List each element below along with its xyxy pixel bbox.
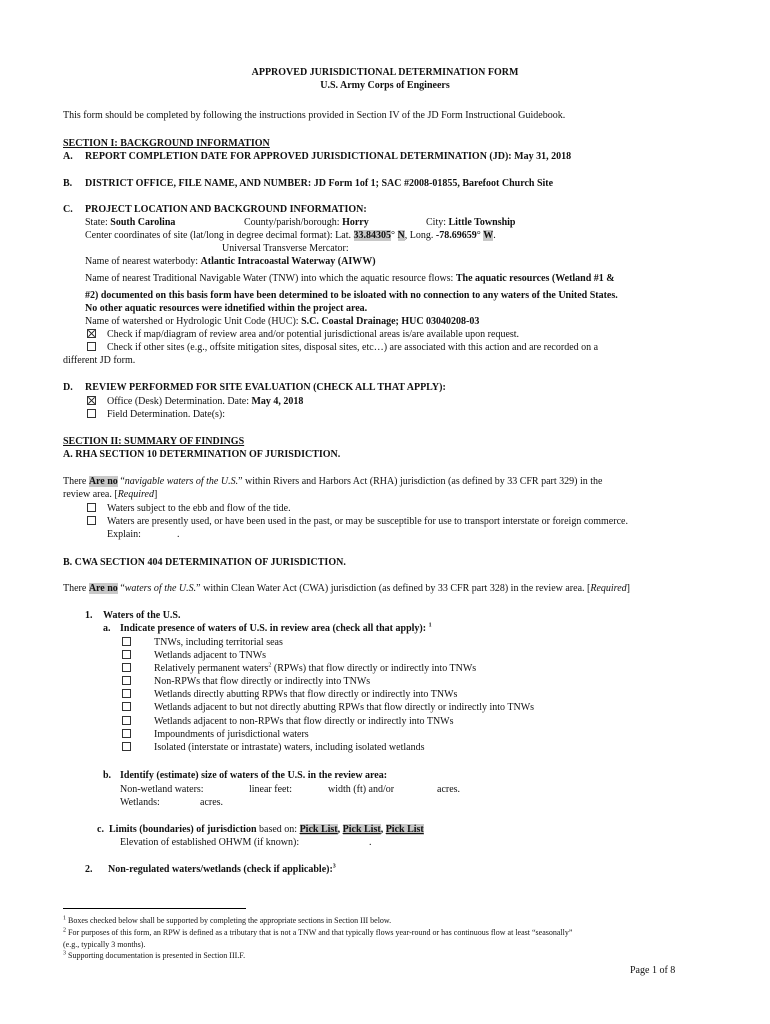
limits-heading: Limits (boundaries) of jurisdiction — [109, 824, 257, 835]
cwa-heading: B. CWA SECTION 404 DETERMINATION OF JURISDICTION. — [63, 557, 346, 568]
nearest-tnw — [85, 272, 615, 285]
rha-statement-line-2 — [63, 488, 157, 501]
county-field — [244, 216, 369, 229]
rha-ebb-checkbox[interactable] — [87, 503, 96, 512]
rha-heading: A. RHA SECTION 10 DETERMINATION OF JURISDICTION. — [63, 449, 341, 460]
district-office-file: DISTRICT OFFICE, FILE NAME, AND NUMBER: JD Form 1of 1; SAC #2008-01855, Barefoot Church Site — [85, 178, 554, 189]
section-1-b-label: B. — [63, 178, 73, 189]
footnote-continued: (e.g., typically 3 months). — [63, 940, 146, 949]
tnw-value-line-2: #2) documented on this basis form have been determined to be isloated with no connection to any waters of the United States. — [85, 290, 618, 301]
county-value: Horry — [342, 217, 369, 228]
long-value: -78.69659 — [435, 230, 477, 241]
cwa-term: waters of the U.S. — [124, 583, 197, 594]
cwa-rest: ” within Clean Water Act (CWA) jurisdiction (as defined by 33 CFR part 328) in the review area. [ — [196, 583, 591, 594]
size-letter: b. — [103, 770, 112, 781]
rha-line2-b: ] — [153, 489, 158, 500]
section-1-d-label: D. — [63, 382, 73, 393]
rha-there: There — [63, 476, 89, 487]
cwa-pick-list[interactable]: Are no — [88, 583, 118, 594]
section-1-a-label: A. — [63, 151, 73, 162]
non-wetland-label: Non-wetland waters: — [120, 784, 204, 795]
section-1-heading: SECTION I: BACKGROUND INFORMATION — [63, 138, 270, 149]
pick-list-separator: , — [380, 824, 384, 835]
footnote-ref-3: 3 — [332, 863, 336, 870]
lat-unit: ° — [391, 230, 398, 241]
waters-type-checkbox[interactable] — [122, 702, 131, 711]
pick-list-3[interactable]: Pick List — [385, 824, 424, 835]
non-regulated-number: 2. — [85, 864, 93, 875]
rha-open-quote: “ — [117, 476, 125, 487]
lat-value: 33.84305 — [353, 230, 392, 241]
non-wetland-acres-label: acres. — [437, 784, 461, 795]
footnote-number: 1 — [63, 915, 66, 922]
long-label: , Long. — [404, 230, 436, 241]
map-available-checkbox[interactable] — [87, 329, 96, 338]
footnote-text: Supporting documentation is presented in Section III.F. — [66, 951, 246, 960]
footnote-number: 2 — [63, 927, 66, 934]
waters-us-heading: Waters of the U.S. — [103, 610, 181, 621]
state-label: State: — [85, 217, 111, 228]
waters-type-checkbox[interactable] — [122, 716, 131, 725]
explain-value: . — [177, 529, 180, 540]
linear-feet-label: linear feet: — [249, 784, 293, 795]
huc-value: S.C. Coastal Drainage; HUC 03040208-03 — [301, 316, 480, 327]
coords-label: Center coordinates of site (lat/long in degree decimal format): Lat. — [85, 230, 354, 241]
section-1-c-label: C. — [63, 204, 73, 215]
field-determination-label: Field Determination. Date(s): — [107, 409, 226, 420]
waters-type-checkbox[interactable] — [122, 676, 131, 685]
wetlands-acres-label: acres. — [200, 797, 224, 808]
footnote-text: Boxes checked below shall be supported by completing the appropriate sections in Section III below. — [66, 916, 392, 925]
indicate-presence-letter: a. — [103, 623, 111, 634]
city-field — [426, 216, 516, 229]
waters-us-number: 1. — [85, 610, 93, 621]
width-label: width (ft) and/or — [328, 784, 395, 795]
ohwm-value: . — [369, 837, 372, 848]
footnote-rule — [63, 908, 246, 909]
rha-rest: ” within Rivers and Harbors Act (RHA) jurisdiction (as defined by 33 CFR part 329) in the — [238, 476, 603, 487]
footnote — [63, 916, 391, 926]
city-label: City: — [426, 217, 449, 228]
pick-list-1[interactable]: Pick List — [299, 824, 338, 835]
waters-type-checkbox[interactable] — [122, 742, 131, 751]
waters-type-checkbox[interactable] — [122, 650, 131, 659]
rha-required: Required — [117, 489, 154, 500]
waters-type-label: Wetlands adjacent to but not directly abutting RPWs that flow directly or indirectly into TNWs — [154, 702, 535, 713]
other-sites-text-2: different JD form. — [63, 355, 136, 366]
limits-line — [109, 823, 424, 836]
waters-type-label: Isolated (interstate or intrastate) waters, including isolated wetlands — [154, 742, 425, 753]
rha-commerce-checkbox[interactable] — [87, 516, 96, 525]
review-performed-heading: REVIEW PERFORMED FOR SITE EVALUATION (CHECK ALL THAT APPLY): — [85, 382, 446, 393]
footnote-number: 3 — [63, 950, 66, 957]
rha-line2-a: review area. [ — [63, 489, 118, 500]
footnote-text: For purposes of this form, an RPW is defined as a tributary that is not a TNW and that typically flows year-round or has continuous flow at least “seasonally” — [66, 928, 573, 937]
office-desk-date: May 4, 2018 — [251, 396, 304, 407]
state-field — [85, 216, 175, 229]
waters-type-label: Wetlands adjacent to non-RPWs that flow directly or indirectly into TNWs — [154, 716, 454, 727]
office-desk-label: Office (Desk) Determination. Date: — [107, 396, 252, 407]
waters-type-checkbox[interactable] — [122, 637, 131, 646]
ohwm-label: Elevation of established OHWM (if known): — [120, 837, 300, 848]
cwa-statement — [63, 582, 630, 595]
cwa-open-quote: “ — [117, 583, 125, 594]
tnw-value-line-3: No other aquatic resources were idnetified within the project area. — [85, 303, 368, 314]
rha-term: navigable waters of the U.S. — [124, 476, 239, 487]
rpw-suffix: (RPWs) that flow directly or indirectly into TNWs — [271, 663, 477, 674]
rha-ebb-text: Waters subject to the ebb and flow of the tide. — [107, 503, 291, 514]
size-heading: Identify (estimate) size of waters of the U.S. in the review area: — [120, 770, 388, 781]
project-location-heading: PROJECT LOCATION AND BACKGROUND INFORMATION: — [85, 204, 367, 215]
waters-type-label: Wetlands directly abutting RPWs that flow directly or indirectly into TNWs — [154, 689, 458, 700]
waters-type-label: TNWs, including territorial seas — [154, 637, 283, 648]
pick-list-2[interactable]: Pick List — [342, 824, 381, 835]
footnote-ref-1: 1 — [428, 622, 432, 629]
limits-letter: c. — [97, 824, 104, 835]
non-regulated-heading — [108, 863, 336, 876]
page-number: Page 1 of 8 — [630, 965, 676, 976]
office-desk-determination — [107, 395, 303, 408]
form-subtitle: U.S. Army Corps of Engineers — [320, 80, 450, 91]
footnote — [63, 928, 572, 938]
center-coordinates — [85, 229, 496, 242]
cwa-end: ] — [626, 583, 630, 594]
waters-type-checkbox[interactable] — [122, 729, 131, 738]
footnote-ref-2: 2 — [268, 662, 272, 669]
office-desk-checkbox[interactable] — [87, 396, 96, 405]
footnote — [63, 951, 245, 961]
indicate-presence-text: Indicate presence of waters of U.S. in review area (check all that apply): — [120, 623, 429, 634]
waterbody-value: Atlantic Intracoastal Waterway (AIWW) — [200, 256, 376, 267]
waters-type-label: Impoundments of jurisdictional waters — [154, 729, 309, 740]
waterbody-label: Name of nearest waterbody: — [85, 256, 201, 267]
waters-type-label: Non-RPWs that flow directly or indirectly into TNWs — [154, 676, 371, 687]
cwa-required: Required — [590, 583, 627, 594]
map-available-text: Check if map/diagram of review area and/or potential jurisdictional areas is/are available upon request. — [107, 329, 520, 340]
limits-based-on: based on: — [256, 824, 300, 835]
county-label: County/parish/borough: — [244, 217, 343, 228]
form-title: APPROVED JURISDICTIONAL DETERMINATION FORM — [251, 67, 519, 78]
state-value: South Carolina — [110, 217, 176, 228]
waters-type-label — [154, 662, 476, 675]
rpw-label: Relatively permanent waters — [154, 663, 269, 674]
cwa-there: There — [63, 583, 89, 594]
rha-commerce-text: Waters are presently used, or have been used in the past, or may be susceptible for use to transport interstate or foreign commerce. — [107, 516, 628, 527]
long-direction: W — [483, 230, 494, 241]
waters-type-checkbox[interactable] — [122, 689, 131, 698]
utm-label: Universal Transverse Mercator: — [222, 243, 349, 254]
city-value: Little Township — [448, 217, 516, 228]
form-intro: This form should be completed by following the instructions provided in Section IV of the JD Form Instructional Guidebook. — [63, 110, 566, 121]
watershed-huc — [85, 315, 479, 328]
field-determination-checkbox[interactable] — [87, 409, 96, 418]
explain-label: Explain: — [107, 529, 141, 540]
report-completion-date: REPORT COMPLETION DATE FOR APPROVED JURISDICTIONAL DETERMINATION (JD): May 31, 2018 — [85, 151, 572, 162]
long-unit: ° — [476, 230, 484, 241]
huc-label: Name of watershed or Hydrologic Unit Code (HUC): — [85, 316, 302, 327]
pick-list-separator: , — [337, 824, 341, 835]
non-regulated-text: Non-regulated waters/wetlands (check if applicable): — [108, 864, 333, 875]
indicate-presence-heading — [120, 622, 432, 635]
other-sites-text-1: Check if other sites (e.g., offsite mitigation sites, disposal sites, etc…) are associated with this action and are recorded on a — [107, 342, 599, 353]
tnw-label: Name of nearest Traditional Navigable Water (TNW) into which the aquatic resource flows: — [85, 273, 456, 284]
lat-direction: N — [397, 230, 405, 241]
tnw-value-line-1: The aquatic resources (Wetland #1 & — [455, 273, 615, 284]
coords-period: . — [493, 230, 496, 241]
other-sites-checkbox[interactable] — [87, 342, 96, 351]
wetlands-label: Wetlands: — [120, 797, 160, 808]
section-2-heading: SECTION II: SUMMARY OF FINDINGS — [63, 436, 245, 447]
nearest-waterbody — [85, 255, 376, 268]
waters-type-label: Wetlands adjacent to TNWs — [154, 650, 267, 661]
waters-type-checkbox[interactable] — [122, 663, 131, 672]
rha-pick-list[interactable]: Are no — [88, 476, 118, 487]
rha-statement-line-1 — [63, 475, 602, 488]
